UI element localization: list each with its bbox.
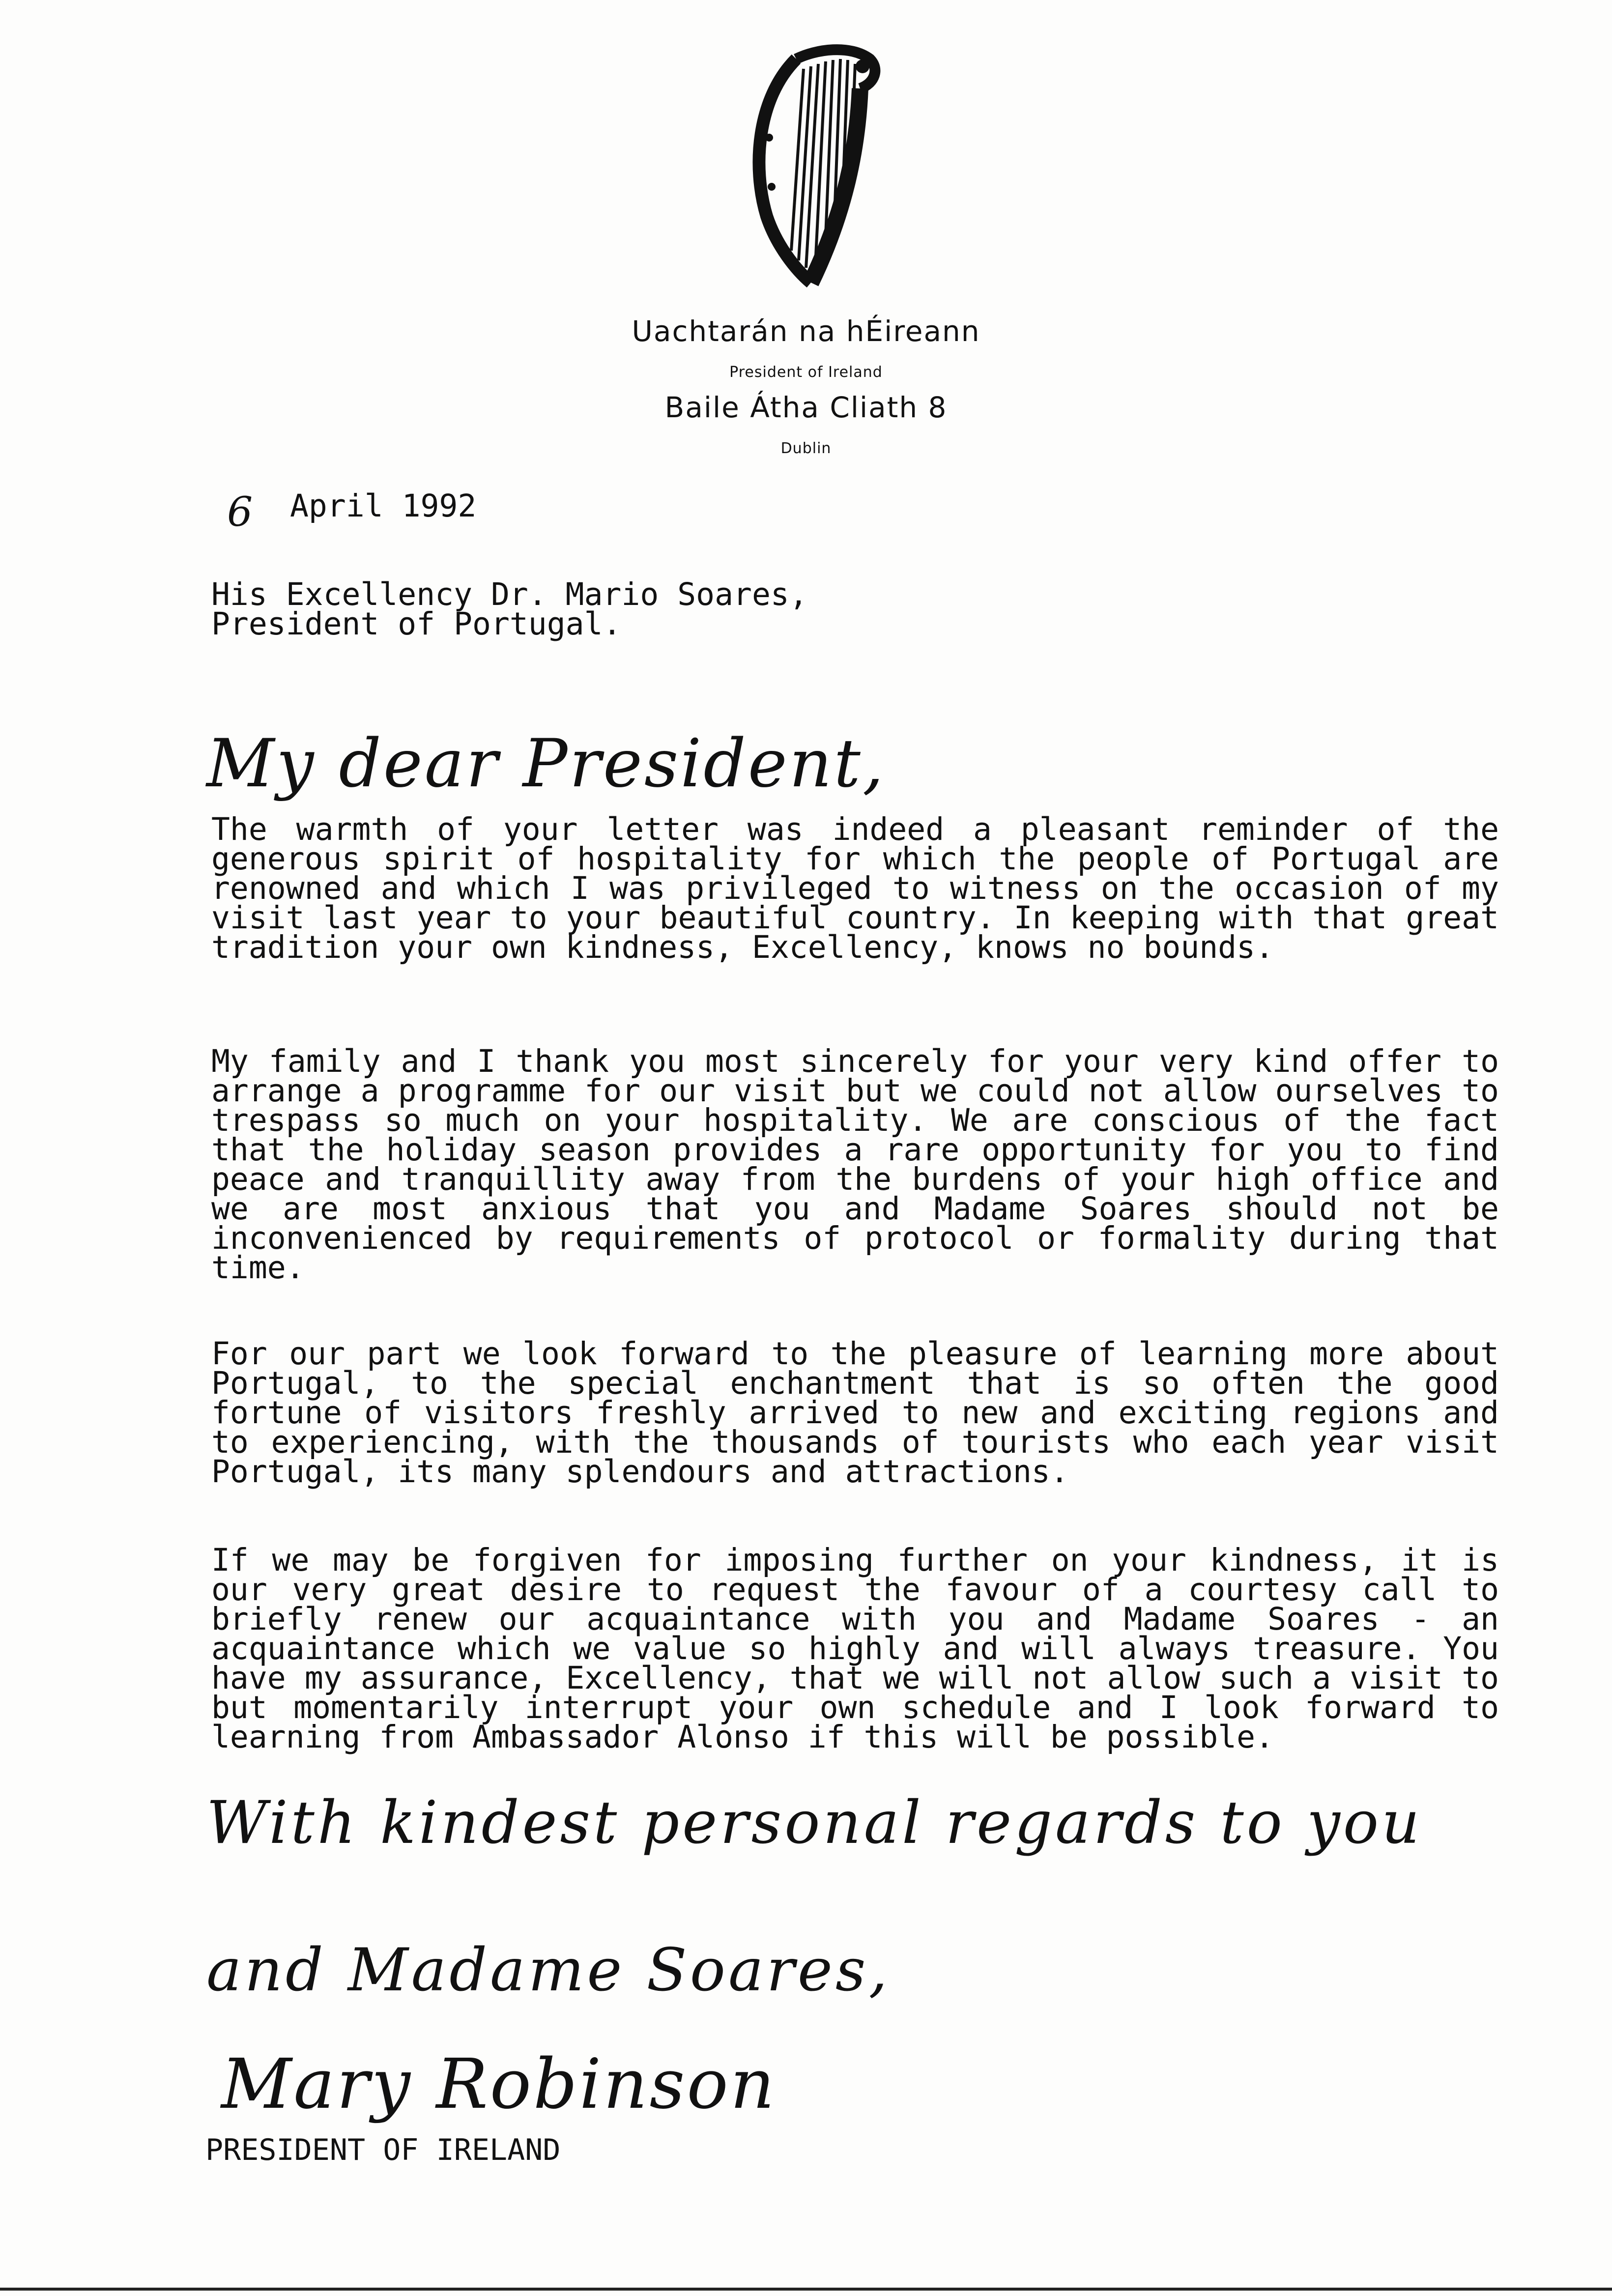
body-paragraph-1: The warmth of your letter was indeed a pleasant reminder of the generous spirit of hospitality for which the people of Portugal are renowned and which I was privileged to witness on the occasion of my visit last year to your beautiful country. In keeping with that great tradition your own kindness, Excellency, knows no bounds. [211,811,1499,965]
closing-handwritten-line-1: With kindest personal regards to you [206,1789,1423,1857]
harp-icon [737,39,885,290]
letter-date: April 1992 [290,488,477,524]
recipient-title: President of Portugal. [211,606,622,642]
signature-title: PRESIDENT OF IRELAND [205,2133,561,2167]
signature: Mary Robinson [221,2044,777,2124]
letterhead-city: Dublin [780,440,832,457]
recipient-name: His Excellency Dr. Mario Soares, [211,576,808,612]
bottom-edge-line [0,2288,1612,2291]
letterhead-subtitle: President of Ireland [729,364,883,381]
closing-handwritten-line-2: and Madame Soares, [206,1936,891,2005]
date-day-handwritten: 6 [227,489,253,536]
body-paragraph-3: For our part we look forward to the pleasure of learning more about Portugal, to the special enchantment that is so often the good fortune of visitors freshly arrived to new and exciting regions and to experiencing, with the thousands of tourists who each year visit Portugal, its many splendours and attractions. [211,1336,1499,1490]
body-paragraph-2: My family and I thank you most sincerely for your very kind offer to arrange a programme for our visit but we could not allow ourselves to trespass so much on your hospitality. We are conscious of the fact that the holiday season provides a rare opportunity for you to find peace and tranquillity away from the burdens of your high office and we are most anxious that you and Madame Soares should not be inconvenienced by requirements of protocol or formality during that time. [211,1043,1499,1286]
body-paragraph-4: If we may be forgiven for imposing further on your kindness, it is our very great desire to request the favour of a courtesy call to briefly renew our acquaintance with you and Madame Soares - an acquaintance which we value so highly and will always treasure. You have my assurance, Excellency, that we will not allow such a visit to but momentarily interrupt your own schedule and I look forward to learning from Ambassador Alonso if this will be possible. [211,1542,1499,1755]
letterhead-address: Baile Átha Cliath 8 [664,391,948,424]
letterhead-title: Uachtarán na hÉireann [632,315,980,348]
salutation-handwritten: My dear President, [206,725,886,802]
